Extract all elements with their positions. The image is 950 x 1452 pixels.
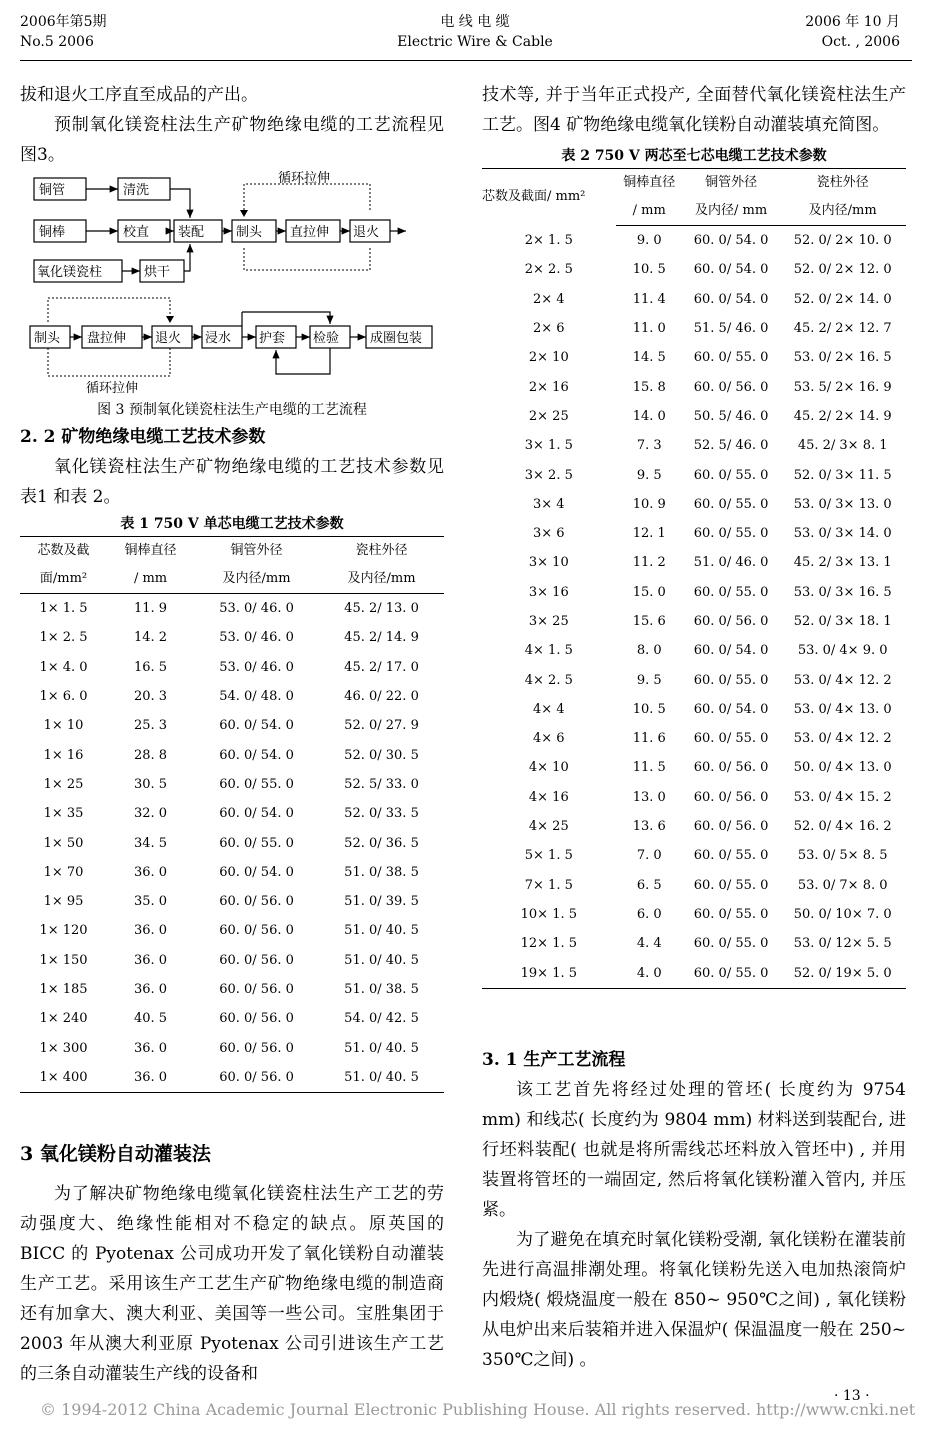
table-cell: 51. 0/ 40. 5 [319,1063,444,1093]
table-cell: 53. 0/ 7× 8. 0 [797,877,888,893]
copyright-footer: © 1994-2012 China Academic Journal Electronic Publishing House. All rights reserved. http://www.cnki.net [40,1400,916,1419]
table-cell: 50. 0/ 10× 7. 0 [793,906,892,922]
table-cell: 5× 1. 5 [524,848,573,864]
table-cell: 3× 4 [533,496,565,512]
table-row [482,636,906,665]
table-1-header-column-unit: 及内径/mm [319,565,444,594]
table-cell: 45. 2/ 2× 12. 7 [793,321,892,337]
table-cell: 52. 0/ 3× 18. 1 [793,614,892,629]
table-cell: 46. 0/ 22. 0 [344,689,419,705]
table-cell: 2× 2. 5 [524,262,573,278]
box-clean-label: 清洗 [123,183,150,198]
table-2-header-column-unit: 及内径/mm [779,197,906,226]
table-row [482,431,906,460]
loop-top-upper [244,184,370,210]
table-row [20,1033,444,1062]
table-row [20,858,444,887]
table-1-header-row-1 [20,537,444,566]
table-cell: 4× 2. 5 [524,672,573,688]
table-cell: 32. 0 [134,806,168,822]
table-row [482,519,906,548]
arrow-inspect-sheath-loop [276,348,330,374]
table-cell: 50. 0/ 4× 13. 0 [793,760,892,776]
table-row [482,871,906,900]
table-cell: 7. 3 [636,438,662,454]
table-cell: 51. 0/ 46. 0 [693,555,769,571]
table-row [482,812,906,841]
table-row [20,682,444,711]
right-column [482,80,906,1375]
table-cell: 1× 1. 5 [39,601,88,617]
table-cell: 2× 6 [533,321,565,337]
table-cell: 45. 2/ 13. 0 [344,601,419,617]
table-row [482,548,906,577]
table-row [482,841,906,870]
table-cell: 1× 16 [43,747,84,763]
table-2-header-rod: 铜棒直径 [616,169,683,198]
table-cell: 11. 9 [134,601,168,617]
table-row [482,900,906,929]
table-cell: 3× 1. 5 [524,438,573,454]
table-cell: 53. 0/ 3× 14. 0 [793,526,892,542]
loop-bottom-upper [48,298,170,322]
table-2-header-tube-unit: 及内径/ mm [683,197,780,226]
table-cell: 9. 0 [636,233,662,249]
table-row [20,799,444,828]
table-cell: 45. 2/ 3× 13. 1 [793,555,892,571]
table-cell: 60. 0/ 55. 0 [693,467,769,483]
table-row [20,740,444,769]
table-row [482,402,906,431]
table-cell: 52. 5/ 33. 0 [344,776,419,792]
box-anneal-1-label: 退火 [353,225,380,240]
table-cell: 52. 5/ 46. 0 [693,438,769,454]
table-cell: 13. 6 [632,819,666,835]
table-row [20,711,444,740]
table-row [482,753,906,782]
table-cell: 53. 0/ 2× 16. 5 [793,350,892,366]
table-cell: 2× 4 [533,291,565,307]
loop-label-top: 循环拉伸 [278,171,331,186]
table-cell: 4× 25 [528,819,569,835]
table-row [482,314,906,343]
left-column-lower [20,422,444,1389]
table-cell: 60. 0/ 56. 0 [219,952,294,968]
table-2-header-rod-unit: / mm [616,197,683,226]
table-cell: 1× 240 [39,1011,88,1027]
table-cell: 51. 0/ 38. 5 [344,864,419,880]
loop-label-bottom: 循环拉伸 [86,381,139,396]
table-cell: 53. 0/ 4× 12. 2 [793,731,892,747]
table-cell: 60. 0/ 56. 0 [219,923,294,939]
table-cell: 11. 4 [632,291,666,307]
table-cell: 30. 5 [134,776,168,792]
table-cell: 3× 16 [528,584,569,600]
table-cell: 53. 0/ 12× 5. 5 [793,936,892,952]
table-cell: 53. 0/ 46. 0 [219,659,294,675]
box-head-1-label: 制头 [236,225,263,240]
table-cell: 60. 0/ 56. 0 [693,379,769,395]
box-head-2-label: 制头 [34,331,61,346]
table-row [482,578,906,607]
table-cell: 20. 3 [134,689,168,705]
table-row [482,460,906,489]
table-cell: 60. 0/ 55. 0 [693,936,769,952]
box-anneal-2-label: 退火 [155,331,182,346]
table-cell: 51. 0/ 39. 5 [344,894,419,910]
section-3-title: 3 氧化镁粉自动灌装法 [20,1143,211,1166]
header-rule [20,60,912,61]
journal-date: 2006 年 10 月 [805,14,900,30]
table-cell: 53. 0/ 46. 0 [219,601,294,617]
journal-issue-en: No.5 2006 [20,34,94,50]
table-cell: 10. 5 [632,262,666,278]
table-1 [20,536,444,1093]
table-cell: 53. 0/ 3× 13. 0 [793,496,892,512]
table-cell: 8. 0 [636,643,662,659]
box-assemble-label: 装配 [178,225,205,240]
table-cell: 1× 2. 5 [39,630,88,646]
table-cell: 60. 0/ 54. 0 [693,643,769,659]
table-cell: 4. 4 [636,936,662,952]
table-cell: 1× 400 [20,1063,107,1093]
table-cell: 16. 5 [134,659,168,675]
table-cell: 12. 1 [632,526,666,542]
table-cell: 11. 6 [632,731,666,747]
table-cell: 1× 25 [43,776,84,792]
loop-top-arrow [240,210,248,217]
table-cell: 1× 300 [39,1040,88,1056]
table-1-header-tube: 铜管外径 [194,537,319,566]
table-cell: 60. 0/ 54. 0 [219,718,294,734]
table-cell: 2× 16 [528,379,569,395]
table-cell: 52. 0/ 2× 12. 0 [793,262,892,278]
table-cell: 50. 5/ 46. 0 [693,408,769,424]
table-cell: 52. 0/ 27. 9 [344,718,419,734]
table-cell: 51. 0/ 40. 5 [344,923,419,939]
table-cell: 51. 0/ 40. 5 [344,952,419,968]
table-cell: 52. 0/ 2× 10. 0 [793,233,892,249]
table-cell: 45. 2/ 14. 9 [344,630,419,646]
table-cell: 7. 0 [636,848,662,864]
table-cell: 9. 5 [636,467,662,483]
table-cell: 51. 5/ 46. 0 [693,321,769,337]
table-cell: 3× 6 [533,526,565,542]
figure-caption: 图 3 预制氧化镁瓷柱法生产电缆的工艺流程 [97,402,367,418]
table-cell: 53. 0/ 4× 15. 2 [793,789,892,805]
table-cell: 51. 0/ 38. 5 [344,982,419,997]
table-cell: 52. 0/ 33. 5 [344,806,419,822]
table-cell: 9. 5 [636,672,662,688]
journal-title-en: Electric Wire & Cable [397,34,553,50]
table-cell: 1× 185 [39,982,88,997]
loop-bottom-lower [48,348,170,376]
table-row [482,958,906,988]
table-row [482,783,906,812]
table-cell: 15. 0 [632,584,666,600]
table-cell: 60. 0/ 55. 0 [219,776,294,792]
table-cell: 36. 0 [134,982,168,997]
table-row [20,946,444,975]
box-straight-draw-label: 直拉伸 [290,225,330,240]
table-cell: 53. 0/ 46. 0 [219,630,294,646]
right-paragraph-1: 技术等, 并于当年正式投产, 全面替代氧化镁瓷柱法生产工艺。图4 矿物绝缘电缆氧化镁粉自动灌装填充简图。 [482,85,906,135]
loop-bottom-arrow-top [166,316,174,323]
table-cell: 60. 0/ 56. 0 [693,819,769,835]
left-paragraph-2: 预制氧化镁瓷柱法生产矿物绝缘电缆的工艺流程见图3。 [20,115,444,165]
table-row [20,770,444,799]
table-cell: 52. 0/ 3× 11. 5 [793,467,892,483]
table-cell: 36. 0 [107,1063,194,1093]
table-row [482,607,906,636]
table-1-caption: 表 1 750 V 单芯电缆工艺技术参数 [120,516,344,532]
table-cell: 52. 0/ 36. 5 [344,835,419,851]
loop-top-lower [244,248,370,270]
table-cell: 3× 10 [528,555,569,571]
section-2-2-title: 2. 2 矿物绝缘电缆工艺技术参数 [20,427,266,447]
table-cell: 53. 0/ 4× 9. 0 [797,643,888,659]
table-cell: 36. 0 [134,1040,168,1056]
box-straighten-label: 校直 [123,225,150,240]
table-1-header-cores: 芯数及截 [20,537,107,566]
table-1-header-tube-unit: 及内径/mm [194,565,319,594]
table-cell: 3× 25 [528,614,569,629]
box-pack-label: 成圈包装 [370,331,423,346]
table-cell: 15. 8 [632,379,666,395]
table-1-header-cores-unit: 面/mm² [20,565,107,594]
table-cell: 1× 35 [43,806,84,822]
table-cell: 1× 95 [43,894,84,910]
table-cell: 60. 0/ 55. 0 [693,906,769,922]
table-cell: 53. 0/ 5× 8. 5 [797,848,888,864]
table-cell: 36. 0 [134,923,168,939]
table-row [482,724,906,753]
table-cell: 3× 2. 5 [524,467,573,483]
table-row [20,623,444,652]
table-cell: 60. 0/ 55. 0 [693,350,769,366]
table-2-header-column: 瓷柱外径 [779,169,906,198]
table-cell: 60. 0/ 55. 0 [219,835,294,851]
table-cell: 60. 0/ 54. 0 [693,701,769,717]
journal-date-en: Oct. , 2006 [821,34,900,50]
table-cell: 34. 5 [134,835,168,851]
table-row [20,887,444,916]
table-cell: 45. 2/ 3× 8. 1 [797,438,888,454]
process-flow-figure [20,170,444,430]
table-cell: 13. 0 [632,789,666,805]
box-inspect-label: 检验 [313,331,340,346]
table-cell: 60. 0/ 56. 0 [693,760,769,776]
table-cell: 51. 0/ 40. 5 [344,1040,419,1056]
table-cell: 1× 4. 0 [39,659,88,675]
table-cell: 2× 1. 5 [524,232,573,248]
table-cell: 60. 0/ 54. 0 [219,747,294,763]
arrow-dry-assemble [184,244,190,271]
table-cell: 60. 0/ 54. 0 [693,262,769,278]
table-cell: 60. 0/ 56. 0 [194,1063,319,1093]
arrow-loop-to-inspect [242,312,330,324]
table-cell: 52. 0/ 19× 5. 0 [779,958,906,988]
table-cell: 1× 70 [43,864,84,880]
table-row [20,594,444,624]
table-cell: 60. 0/ 56. 0 [219,1011,294,1027]
table-cell: 60. 0/ 55. 0 [693,584,769,600]
table-cell: 60. 0/ 55. 0 [693,496,769,512]
left-paragraph-1: 拔和退火工序直至成品的产出。 [20,85,258,105]
table-cell: 60. 0/ 56. 0 [219,982,294,997]
table-cell: 60. 0/ 55. 0 [693,731,769,747]
table-cell: 60. 0/ 54. 0 [693,233,769,249]
table-cell: 10. 5 [632,701,666,717]
journal-title: 电 线 电 缆 [440,14,510,30]
table-cell: 36. 0 [134,952,168,968]
table-1-header-rod: 铜棒直径 [107,537,194,566]
table-row [20,975,444,1004]
table-cell: 45. 2/ 17. 0 [344,659,419,675]
table-cell: 28. 8 [134,747,168,763]
left-column [20,80,444,170]
table-cell: 60. 0/ 55. 0 [683,958,780,988]
table-cell: 53. 5/ 2× 16. 9 [793,379,892,395]
section-3-1-title: 3. 1 生产工艺流程 [482,1049,626,1070]
table-cell: 2× 10 [528,350,569,366]
table-cell: 4× 1. 5 [524,643,573,659]
table-cell: 53. 0/ 4× 13. 0 [793,701,892,717]
table-cell: 1× 120 [39,923,88,939]
table-cell: 53. 0/ 3× 16. 5 [793,584,892,600]
header-right [805,12,900,52]
box-dry-label: 烘干 [144,265,171,280]
table-2 [482,168,906,989]
table-cell: 6. 5 [636,877,662,893]
table-cell: 60. 0/ 55. 0 [693,848,769,864]
table-cell: 1× 6. 0 [39,689,88,705]
table-cell: 4. 0 [616,958,683,988]
table-cell: 11. 2 [632,555,666,571]
box-copper-rod-label: 铜棒 [39,225,66,240]
table-cell: 52. 0/ 30. 5 [344,747,419,763]
table-cell: 60. 0/ 55. 0 [693,877,769,893]
table-cell: 60. 0/ 55. 0 [693,526,769,542]
table-cell: 36. 0 [134,864,168,880]
right-paragraph-2: 该工艺首先将经过处理的管坯( 长度约为 9754 mm) 和线芯( 长度约为 9804 mm) 材料送到装配台, 进行坯料装配( 也就是将所需线芯坯料放入管坯中) , 并用装置将管坯的一端固定, 然后将氧化镁粉灌入管内, 并压紧。 [482,1079,906,1220]
table-row [20,916,444,945]
right-paragraph-3: 为了避免在填充时氧化镁粉受潮, 氧化镁粉在灌装前先进行高温排潮处理。将氧化镁粉先送入电加热滚筒炉内煅烧( 煅烧温度一般在 850~ 950℃之间) , 氧化镁粉从电炉出来后装箱并进入保温炉( 保温温度一般在 250~ 350℃之间) 。 [482,1229,906,1370]
table-cell: 6. 0 [636,906,662,922]
box-coil-draw-label: 盘拉伸 [87,331,127,346]
table-cell: 4× 10 [528,760,569,776]
table-cell: 60. 0/ 54. 0 [219,806,294,822]
table-cell: 1× 150 [39,952,88,968]
table-cell: 11. 0 [632,321,666,337]
table-1-header-rod-unit: / mm [107,565,194,594]
table-cell: 60. 0/ 56. 0 [693,614,769,629]
table-2-header-cores: 芯数及截面/ mm² [482,169,616,226]
left-paragraph-4: 为了解决矿物绝缘电缆氧化镁瓷柱法生产工艺的劳动强度大、绝缘性能相对不稳定的缺点。原英国的 BICC 的 Pyotenax 公司成功开发了氧化镁粉自动灌装生产工艺。采用该生产工艺生产矿物绝缘电缆的制造商还有加拿大、澳大利亚、美国等一些公司。宝胜集团于 2003 年从澳大利亚原 Pyotenax 公司引进该生产工艺的三条自动灌装生产线的设备和 [20,1184,444,1385]
table-cell: 40. 5 [134,1011,168,1027]
table-cell: 1× 50 [43,835,84,851]
table-cell: 15. 6 [632,614,666,629]
table-cell: 4× 6 [533,731,565,747]
table-row [482,255,906,284]
table-cell: 2× 25 [528,408,569,424]
arrow-clean-assemble [170,189,190,218]
table-cell: 1× 10 [43,718,84,734]
table-cell: 35. 0 [134,894,168,910]
table-row [20,1004,444,1033]
table-row [20,828,444,857]
table-row [482,695,906,724]
table-row [20,1063,444,1093]
table-cell: 10. 9 [632,496,666,512]
table-cell: 60. 0/ 56. 0 [219,894,294,910]
table-row [482,372,906,401]
table-cell: 7× 1. 5 [524,877,573,893]
table-cell: 25. 3 [134,718,168,734]
table-cell: 60. 0/ 56. 0 [693,789,769,805]
table-cell: 14. 5 [632,350,666,366]
table-cell: 14. 0 [632,408,666,424]
table-cell: 60. 0/ 54. 0 [693,291,769,307]
table-cell: 52. 0/ 2× 14. 0 [793,291,892,307]
table-cell: 52. 0/ 4× 16. 2 [793,819,892,835]
table-cell: 11. 5 [632,760,666,776]
table-row [20,653,444,682]
table-2-header-tube: 铜管外径 [683,169,780,198]
box-copper-tube-label: 铜管 [39,183,66,198]
table-cell: 60. 0/ 56. 0 [219,1040,294,1056]
table-1-body [20,594,444,1093]
table-cell: 54. 0/ 42. 5 [344,1011,419,1027]
table-cell: 4× 4 [533,701,565,717]
table-cell: 10× 1. 5 [520,906,577,922]
table-cell: 45. 2/ 2× 14. 9 [793,408,892,424]
table-row [482,285,906,314]
table-cell: 54. 0/ 48. 0 [219,689,294,705]
journal-issue: 2006年第5期 [20,14,107,30]
table-cell: 12× 1. 5 [520,936,577,952]
table-cell: 19× 1. 5 [482,958,616,988]
table-cell: 60. 0/ 54. 0 [219,864,294,880]
table-row [482,929,906,958]
table-2-header-row-1 [482,169,906,198]
table-2-body [482,226,906,989]
table-row [482,226,906,256]
page-number: · 13 · [834,1388,870,1404]
box-sheath-label: 护套 [259,331,286,346]
table-cell: 53. 0/ 4× 12. 2 [793,672,892,688]
table-row [482,490,906,519]
table-cell: 60. 0/ 55. 0 [693,672,769,688]
table-cell: 4× 16 [528,789,569,805]
box-soak-label: 浸水 [205,331,232,346]
table-1-header-column: 瓷柱外径 [319,537,444,566]
table-1-header-row-2 [20,565,444,594]
table-row [482,343,906,372]
table-2-caption: 表 2 750 V 两芯至七芯电缆工艺技术参数 [561,148,827,164]
left-paragraph-3: 氧化镁瓷柱法生产矿物绝缘电缆的工艺技术参数见表1 和表 2。 [20,457,444,507]
box-mgo-column-label: 氧化镁瓷柱 [37,265,103,280]
table-cell: 14. 2 [134,630,168,646]
table-row [482,665,906,694]
